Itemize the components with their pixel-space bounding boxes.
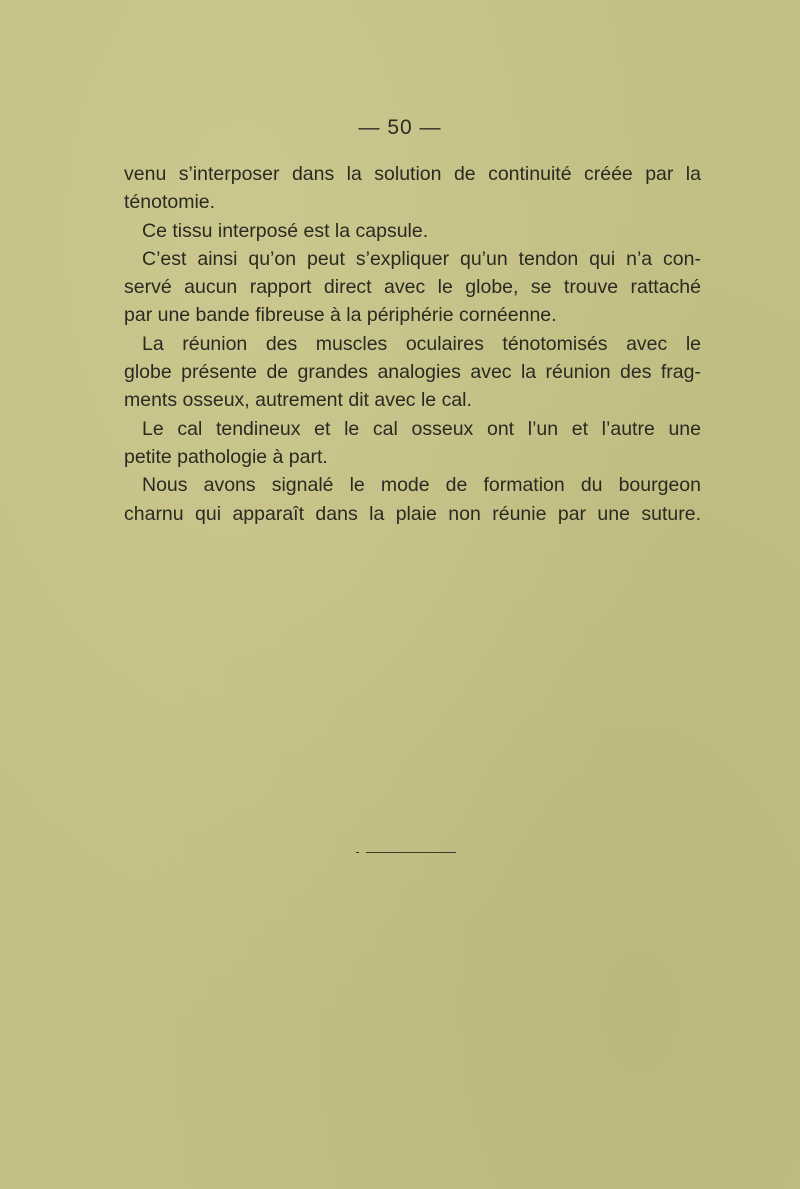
paragraph	[124, 217, 701, 245]
text-line: Le cal tendineux et le cal osseux ont l’un et l’autre une	[142, 417, 701, 440]
paragraph	[124, 471, 701, 528]
text-line: venu s’interposer dans la solution de continuité créée par la	[124, 163, 701, 185]
text-line: ments osseux, autrement dit avec le cal.	[124, 389, 472, 412]
paragraph	[124, 245, 701, 330]
body-text	[124, 160, 701, 528]
text-line: Nous avons signalé le mode de formation du bourgeon	[142, 474, 701, 497]
text-line: Ce tissu interposé est la capsule.	[142, 219, 429, 242]
paragraph	[124, 330, 701, 415]
end-rule	[366, 852, 456, 853]
text-line: petite pathologie à part.	[124, 445, 328, 468]
text-line: charnu qui apparaît dans la plaie non réunie par une suture.	[124, 502, 701, 525]
text-line: globe présente de grandes analogies avec la réunion des frag-	[124, 361, 701, 384]
text-line: La réunion des muscles oculaires ténotomisés avec le	[142, 332, 701, 355]
text-line: ténotomie.	[124, 191, 216, 214]
text-line: par une bande fibreuse à la périphérie cornéenne.	[124, 304, 557, 327]
paragraph	[124, 160, 701, 217]
end-rule-dot	[356, 852, 359, 853]
text-line: servé aucun rapport direct avec le globe, se trouve rattaché	[124, 276, 701, 299]
paragraph	[124, 415, 701, 472]
text-line: C’est ainsi qu’on peut s’expliquer qu’un tendon qui n’a con-	[142, 247, 701, 270]
page-number: — 50 —	[358, 116, 442, 139]
